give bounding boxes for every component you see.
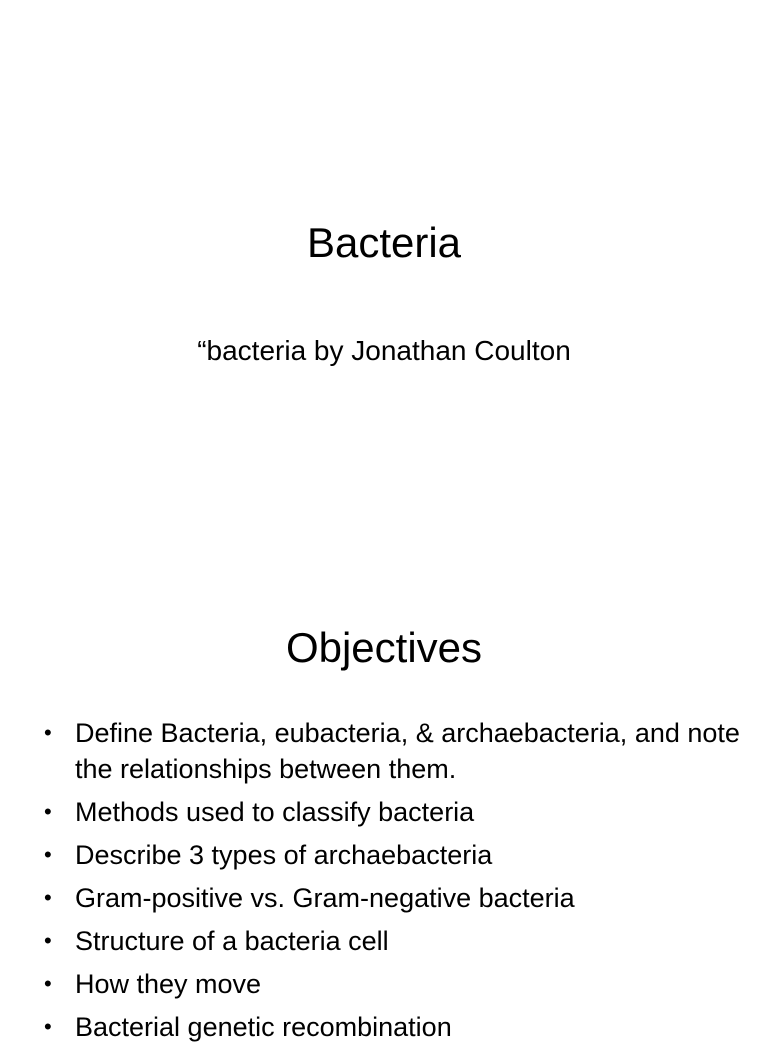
list-item-text: Gram-positive vs. Gram-negative bacteria xyxy=(75,883,575,913)
list-item-text: Methods used to classify bacteria xyxy=(75,797,475,827)
slide-subtitle: “bacteria by Jonathan Coulton xyxy=(197,335,571,366)
list-item-text: Bacterial genetic recombination xyxy=(75,1012,452,1042)
title-slide xyxy=(0,0,768,512)
bullet-icon: • xyxy=(44,1014,52,1039)
list-item xyxy=(44,715,744,787)
bullet-icon: • xyxy=(44,971,52,996)
list-item-text: Define Bacteria, eubacteria, & archaebacteria, and note the relationships between them. xyxy=(75,718,740,784)
list-item xyxy=(44,880,744,916)
objectives-slide xyxy=(0,512,768,1042)
list-item xyxy=(44,837,744,873)
list-item xyxy=(44,794,744,830)
bullet-icon: • xyxy=(44,885,52,910)
bullet-icon: • xyxy=(44,799,52,824)
objectives-list xyxy=(44,715,744,1052)
list-item-text: How they move xyxy=(75,969,262,999)
objectives-title: Objectives xyxy=(285,624,483,671)
list-item xyxy=(44,966,744,1002)
bullet-icon: • xyxy=(44,842,52,867)
list-item xyxy=(44,923,744,959)
bullet-icon: • xyxy=(44,720,52,745)
bullet-icon: • xyxy=(44,928,52,953)
list-item xyxy=(44,1009,744,1045)
list-item-text: Describe 3 types of archaebacteria xyxy=(75,840,493,870)
slide-title: Bacteria xyxy=(306,219,462,266)
list-item-text: Structure of a bacteria cell xyxy=(75,926,389,956)
